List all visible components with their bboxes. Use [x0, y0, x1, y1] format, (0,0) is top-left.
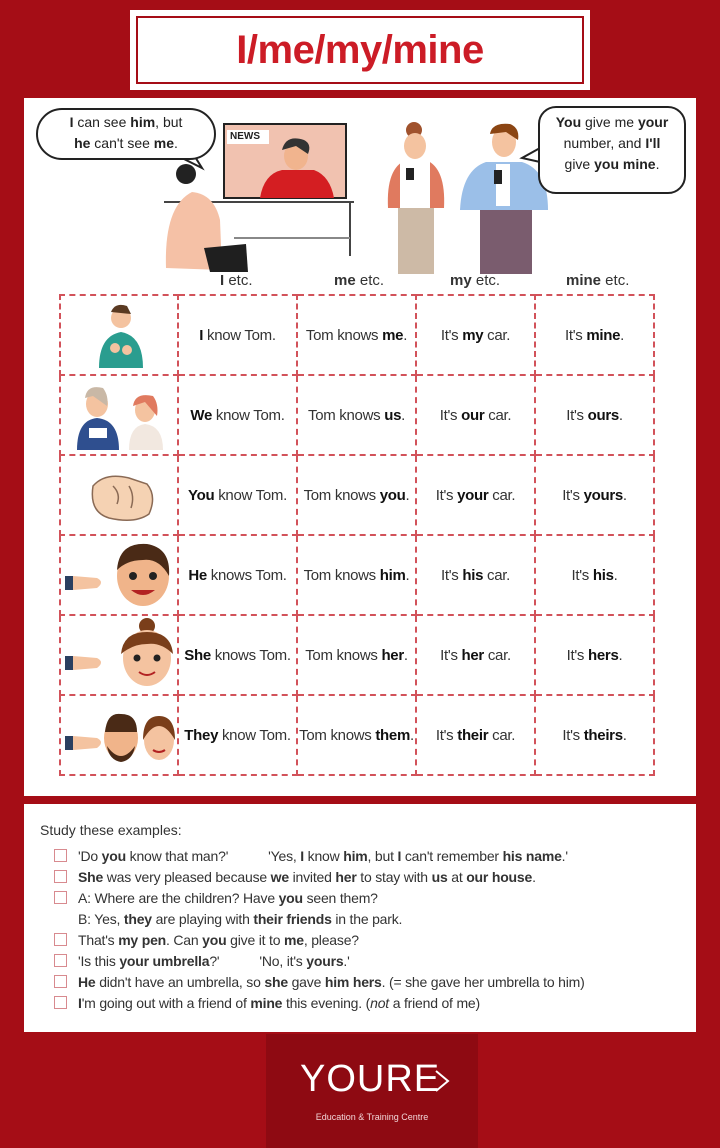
bold-text: he	[74, 135, 91, 151]
table-cell	[535, 695, 654, 775]
text-run: car.	[483, 326, 511, 344]
boy-face-icon	[63, 536, 175, 610]
person-self-icon	[63, 296, 175, 370]
example-text	[78, 995, 480, 1011]
examples-section	[24, 804, 696, 1032]
text-run: this evening. (	[282, 995, 371, 1011]
bold-text: your	[637, 114, 669, 130]
man-phone-icon	[460, 124, 548, 274]
text-run: in the park.	[331, 911, 403, 927]
text-run: .	[613, 566, 618, 584]
text-run: car.	[488, 486, 516, 504]
examples-title: Study these examples:	[40, 822, 182, 838]
text-run: Tom knows	[308, 406, 385, 424]
text-run: number, and	[563, 135, 646, 151]
example-text	[78, 974, 585, 990]
bubble-right-line-3	[540, 154, 684, 175]
table-cell	[297, 295, 416, 375]
list-item	[54, 888, 585, 909]
bold-text: mine	[586, 326, 621, 344]
checkbox-icon	[54, 891, 67, 904]
table-row	[60, 375, 654, 455]
bold-text: hers	[588, 646, 619, 664]
text-run: etc.	[355, 272, 385, 289]
couple-faces-icon	[63, 696, 175, 770]
table-cell	[297, 375, 416, 455]
list-item	[54, 951, 585, 972]
bubble-right-line-1	[540, 112, 684, 133]
bold-text: me	[284, 932, 304, 948]
bold-text: me	[153, 135, 175, 151]
list-item	[54, 993, 585, 1014]
table-cell	[535, 535, 654, 615]
text-run: was very pleased because	[103, 869, 271, 885]
table-cell	[178, 535, 297, 615]
bold-text: I	[78, 995, 82, 1011]
table-cell	[297, 455, 416, 535]
text-run: 'Yes,	[268, 848, 301, 864]
table-cell	[535, 295, 654, 375]
text-run: It's	[435, 486, 458, 504]
text-run: invited	[288, 869, 336, 885]
text-run: are playing with	[151, 911, 254, 927]
bold-text: him	[343, 848, 368, 864]
text-run: .	[620, 326, 625, 344]
pointing-fist-icon	[63, 456, 175, 530]
text-run: car.	[488, 726, 516, 744]
text-run: Tom knows	[305, 646, 382, 664]
bold-text: me	[382, 326, 404, 344]
bold-text: you	[594, 156, 619, 172]
text-run: It's	[440, 646, 462, 664]
table-cell	[416, 295, 535, 375]
text-run: .	[618, 646, 623, 664]
table-cell	[178, 695, 297, 775]
checkbox-icon	[54, 870, 67, 883]
bold-text: I	[300, 848, 304, 864]
list-item	[54, 972, 585, 993]
bold-text: yours	[583, 486, 623, 504]
text-run: It's	[566, 646, 588, 664]
girl-face-icon	[63, 616, 175, 690]
table-cell	[178, 455, 297, 535]
text-run: 'Do	[78, 848, 102, 864]
bold-text: his name	[502, 848, 562, 864]
text-run: .'	[561, 848, 568, 864]
text-run: know Tom.	[218, 726, 291, 744]
column-heading-possessive-pronoun	[566, 272, 629, 289]
bold-text: They	[184, 726, 219, 744]
example-text	[78, 953, 350, 969]
text-run: Tom knows	[303, 566, 380, 584]
bold-text: your umbrella	[119, 953, 210, 969]
row-picture-cell	[60, 615, 178, 695]
text-run: etc.	[471, 272, 501, 289]
table-cell	[297, 615, 416, 695]
text-run: , please?	[303, 932, 359, 948]
bold-text: He	[188, 566, 207, 584]
bold-text: I	[199, 326, 204, 344]
title-box	[130, 10, 590, 90]
bubble-left-line-1	[38, 112, 214, 133]
bold-text: his	[462, 566, 484, 584]
text-run: car.	[483, 566, 510, 584]
text-run: It's	[435, 726, 458, 744]
bold-text: their	[457, 726, 489, 744]
table-cell	[535, 615, 654, 695]
text-run: That's	[78, 932, 119, 948]
pronoun-panel	[24, 98, 696, 796]
table-row	[60, 535, 654, 615]
list-item	[54, 867, 585, 888]
bold-text: you	[202, 932, 227, 948]
bold-text: my pen	[118, 932, 167, 948]
text-run: know Tom.	[203, 326, 276, 344]
brand-logo	[300, 1058, 440, 1101]
text-run: can't see	[90, 135, 154, 151]
text-run: A: Where are the children? Have	[78, 890, 279, 906]
text-run: ?'	[209, 953, 220, 969]
text-run: etc.	[224, 272, 253, 289]
bold-text: I	[220, 272, 225, 289]
text-run: give me	[581, 114, 638, 130]
bold-text: her	[461, 646, 484, 664]
pronoun-table	[59, 294, 655, 776]
text-run: . (= she gave her umbrella to him)	[381, 974, 585, 990]
example-text	[78, 848, 568, 864]
play-arrow-icon	[432, 1068, 452, 1094]
text-run: know	[303, 848, 344, 864]
text-run: at	[447, 869, 467, 885]
bold-text: She	[184, 646, 211, 664]
brand-logo-text: YOURE	[300, 1058, 441, 1100]
bold-text: me	[334, 272, 356, 289]
text-run: 'Is this	[78, 953, 120, 969]
bold-text: He	[78, 974, 96, 990]
bold-text: us	[384, 406, 402, 424]
bold-text: us	[431, 869, 448, 885]
table-cell	[297, 695, 416, 775]
checkbox-icon	[54, 996, 67, 1009]
text-run: It's	[566, 406, 588, 424]
text-run: .	[655, 156, 660, 172]
text-run: It's	[562, 726, 584, 744]
bold-text: them	[375, 726, 410, 744]
text-run: B: Yes,	[78, 911, 124, 927]
column-heading-possessive-adjective	[450, 272, 500, 289]
text-run: Tom knows	[305, 326, 383, 344]
bold-text: him hers	[324, 974, 382, 990]
bold-text: we	[270, 869, 289, 885]
text-run: , but	[155, 114, 183, 130]
table-cell	[535, 455, 654, 535]
table-cell	[416, 535, 535, 615]
table-cell	[416, 375, 535, 455]
bold-text: mine	[622, 156, 656, 172]
checkbox-icon	[54, 933, 67, 946]
table-cell	[416, 455, 535, 535]
bold-text: She	[78, 869, 104, 885]
bold-text: yours	[306, 953, 344, 969]
text-run: .	[622, 726, 627, 744]
table-cell	[416, 615, 535, 695]
example-text	[78, 932, 359, 948]
text-run: .	[174, 135, 178, 151]
list-item	[54, 930, 585, 951]
text-run: can see	[73, 114, 131, 130]
text-run: . Can	[166, 932, 203, 948]
example-text	[78, 911, 402, 927]
text-run: knows Tom.	[210, 646, 291, 664]
text-run: know that man?'	[125, 848, 229, 864]
bold-text: theirs	[583, 726, 623, 744]
table-cell	[416, 695, 535, 775]
checkbox-icon	[54, 954, 67, 967]
text-run: It's	[439, 406, 462, 424]
text-run: gave	[287, 974, 325, 990]
text-run: It's	[562, 486, 584, 504]
row-picture-cell	[60, 375, 178, 455]
table-cell	[535, 375, 654, 455]
row-picture-cell	[60, 295, 178, 375]
bold-text: him	[130, 114, 156, 130]
bold-text: We	[190, 406, 213, 424]
table-cell	[297, 535, 416, 615]
row-picture-cell	[60, 695, 178, 775]
speech-bubble-left	[36, 108, 216, 160]
bold-text: his	[592, 566, 614, 584]
bold-text: I'll	[645, 135, 661, 151]
text-run: knows Tom.	[206, 566, 287, 584]
woman-phone-icon	[388, 122, 444, 274]
text-run: 'm going out with a friend of	[81, 995, 251, 1011]
footer-logo-block	[266, 1034, 478, 1148]
group-people-icon	[63, 376, 175, 450]
text-run: etc.	[601, 272, 630, 289]
example-text	[78, 890, 378, 906]
bold-text: I	[69, 114, 74, 130]
bold-text: our	[461, 406, 485, 424]
table-row	[60, 295, 654, 375]
text-run: to stay with	[356, 869, 432, 885]
bold-text: you	[379, 486, 406, 504]
bold-text: she	[264, 974, 288, 990]
column-heading-object	[334, 272, 384, 289]
text-run: .	[618, 406, 623, 424]
list-item	[54, 846, 585, 867]
text-run: .	[403, 326, 408, 344]
bold-text: You	[188, 486, 215, 504]
table-row	[60, 615, 654, 695]
text-run: not	[370, 995, 389, 1011]
list-item	[54, 909, 585, 930]
table-cell	[178, 295, 297, 375]
text-run: .	[405, 486, 410, 504]
text-run: know Tom.	[212, 406, 285, 424]
bold-text: my	[450, 272, 472, 289]
row-picture-cell	[60, 535, 178, 615]
bold-text: mine	[566, 272, 602, 289]
bubble-left-line-2	[38, 133, 214, 154]
text-run: It's	[440, 566, 463, 584]
text-run: .	[403, 646, 408, 664]
text-run: It's	[564, 326, 587, 344]
text-run: .	[622, 486, 627, 504]
table-cell	[178, 615, 297, 695]
bold-text: our house	[466, 869, 533, 885]
bold-text: her	[381, 646, 404, 664]
table-cell	[178, 375, 297, 455]
checkbox-icon	[54, 849, 67, 862]
text-run: know Tom.	[214, 486, 287, 504]
text-run: .	[405, 566, 410, 584]
table-row	[60, 695, 654, 775]
text-run: .	[401, 406, 405, 424]
text-run: .'	[343, 953, 350, 969]
bold-text: mine	[250, 995, 283, 1011]
column-heading-subject	[220, 272, 253, 289]
bold-text: ours	[587, 406, 619, 424]
text-run: car.	[484, 406, 512, 424]
brand-tagline: Education & Training Centre	[315, 1112, 429, 1122]
tv-news-label: NEWS	[230, 131, 260, 142]
speech-bubble-right	[538, 106, 686, 194]
bold-text: You	[555, 114, 582, 130]
text-run: It's	[571, 566, 593, 584]
text-run: give	[564, 156, 595, 172]
text-run: car.	[483, 646, 511, 664]
page-title: I/me/my/mine	[236, 27, 484, 72]
bold-text: I	[397, 848, 402, 864]
text-run: .	[409, 726, 414, 744]
text-run: , but	[367, 848, 398, 864]
bold-text: my	[462, 326, 484, 344]
text-run: Tom knows	[299, 726, 376, 744]
text-run: Tom knows	[303, 486, 380, 504]
text-run: a friend of me)	[389, 995, 480, 1011]
text-run: It's	[440, 326, 463, 344]
text-run: give it to	[226, 932, 284, 948]
bold-text: her	[335, 869, 357, 885]
text-run: seen them?	[302, 890, 378, 906]
bold-text: they	[123, 911, 152, 927]
row-picture-cell	[60, 455, 178, 535]
bubble-right-line-2	[540, 133, 684, 154]
text-run: didn't have an umbrella, so	[95, 974, 265, 990]
bold-text: him	[379, 566, 406, 584]
bold-text: you	[278, 890, 303, 906]
text-run: can't remember	[401, 848, 503, 864]
bold-text: you	[101, 848, 126, 864]
text-run: 'No, it's	[259, 953, 307, 969]
checkbox-icon	[54, 975, 67, 988]
examples-list	[54, 846, 585, 1014]
bold-text: their friends	[253, 911, 332, 927]
text-run: .	[532, 869, 536, 885]
example-text	[78, 869, 536, 885]
bold-text: your	[457, 486, 489, 504]
table-row	[60, 455, 654, 535]
